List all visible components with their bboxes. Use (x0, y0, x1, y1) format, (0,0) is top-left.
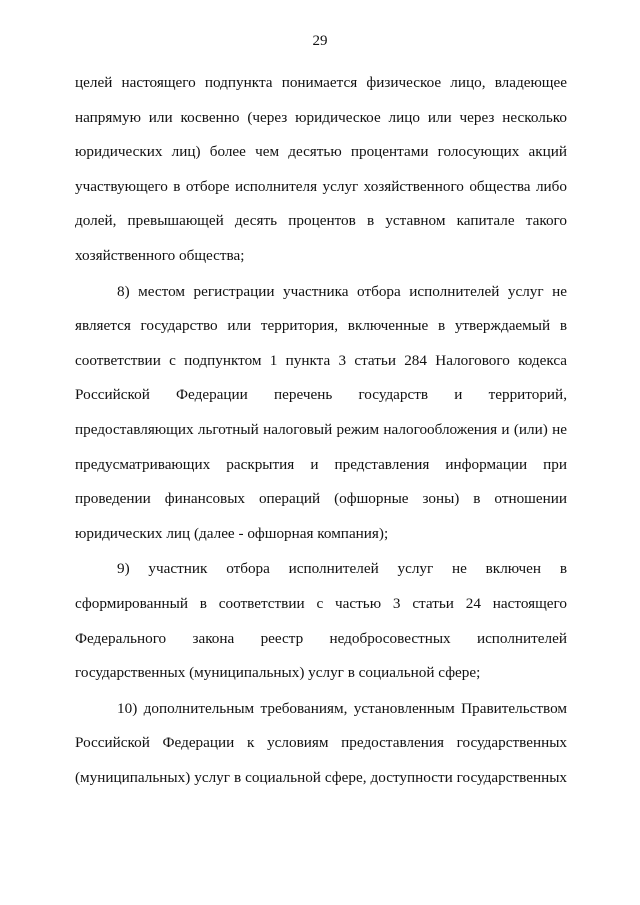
text-line: предоставляющих льготный налоговый режим налогообложения и (или) не (75, 420, 567, 438)
text-line: целей настоящего подпункта понимается физическое лицо, владеющее (75, 74, 567, 91)
text-line: 8) местом регистрации участника отбора исполнителей услуг не (117, 282, 567, 300)
text-line: государственных (муниципальных) услуг в социальной сфере; (75, 664, 481, 682)
text-line: Российской Федерации к условиям предоставления государственных (75, 734, 567, 752)
text-line: проведении финансовых операций (офшорные зоны) в отношении (75, 490, 567, 508)
text-line: хозяйственного общества; (75, 246, 245, 264)
text-line: Российской Федерации перечень государств и территорий, (75, 386, 567, 404)
text-line: Федерального закона реестр недобросовестных исполнителей (75, 629, 567, 647)
paragraph-p-continuation (75, 66, 567, 274)
text-line: сформированный в соответствии с частью 3 статьи 24 настоящего (75, 594, 567, 612)
paragraph-p-9 (75, 552, 567, 690)
text-line: является государство или территория, включенные в утверждаемый в (75, 317, 567, 335)
text-line: юридических лиц) более чем десятью процентами голосующих акций (75, 143, 567, 161)
paragraph-p-8 (75, 275, 567, 552)
text-line: 9) участник отбора исполнителей услуг не включен в (117, 560, 567, 578)
paragraph-p-10 (75, 692, 567, 796)
text-line: долей, превышающей десять процентов в уставном капитале такого (75, 212, 567, 230)
text-line: напрямую или косвенно (через юридическое лицо или через несколько (75, 108, 567, 126)
page-number: 29 (312, 33, 328, 49)
text-line: участвующего в отборе исполнителя услуг хозяйственного общества либо (75, 177, 567, 195)
text-line: (муниципальных) услуг в социальной сфере, доступности государственных (75, 768, 567, 786)
text-line: соответствии с подпунктом 1 пункта 3 статьи 284 Налогового кодекса (75, 351, 567, 369)
document-body (75, 66, 567, 795)
text-line: предусматривающих раскрытия и представления информации при (75, 455, 567, 473)
text-line: 10) дополнительным требованиям, установленным Правительством (117, 699, 567, 717)
text-line: юридических лиц (далее - офшорная компания); (75, 524, 389, 542)
